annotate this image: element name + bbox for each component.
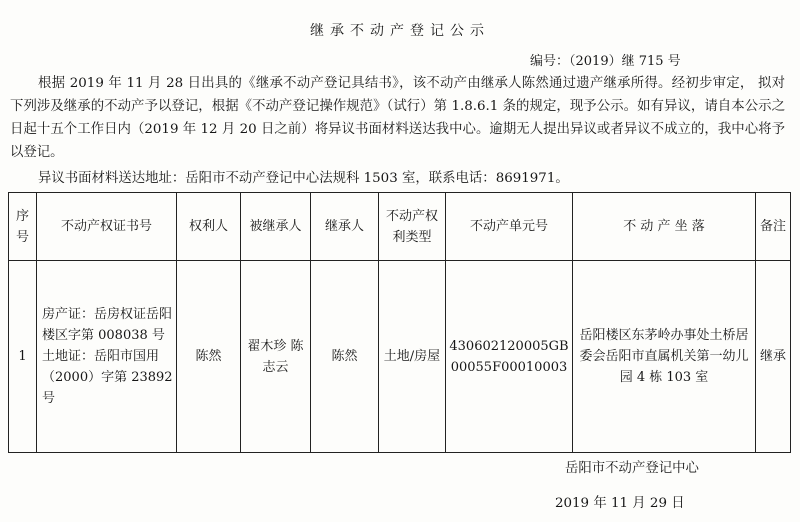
header-seq: 序号: [9, 193, 37, 261]
cell-unit-no: 430602120005GB00055F00010003: [446, 261, 573, 453]
cell-location: 岳阳楼区东茅岭办事处土桥居委会岳阳市直属机关第一幼儿园 4 栋 103 室: [573, 261, 756, 453]
header-remark: 备注: [756, 193, 791, 261]
cell-right-type: 土地/房屋: [379, 261, 446, 453]
table-header-row: [9, 193, 791, 261]
registration-table: [8, 192, 791, 453]
cell-decedent: 翟木珍 陈志云: [241, 261, 311, 453]
header-right-holder: 权利人: [177, 193, 241, 261]
notice-body: [10, 72, 785, 164]
header-unit-no: 不动产单元号: [446, 193, 573, 261]
table-row: [9, 261, 791, 453]
notice-title: 继承不动产登记公示: [310, 23, 490, 39]
issuing-organization: 岳阳市不动产登记中心: [565, 461, 699, 476]
cell-seq: 1: [9, 261, 37, 453]
document-number: 编号：（2019）继 715 号: [530, 54, 681, 69]
cert-house: 房产证：岳房权证岳阳楼区字第 008038 号: [42, 307, 173, 343]
cell-heir: 陈然: [311, 261, 379, 453]
cert-land: 土地证：岳阳市国用（2000）字第 23892 号: [42, 349, 173, 406]
header-cert-no: 不动产权证书号: [37, 193, 177, 261]
cell-right-holder: 陈然: [177, 261, 241, 453]
cell-cert-no: [37, 261, 177, 453]
objection-address: 异议书面材料送达地址：岳阳市不动产登记中心法规科 1503 室，联系电话：8691971。: [38, 171, 569, 186]
header-heir: 继承人: [311, 193, 379, 261]
cell-remark: 继承: [756, 261, 791, 453]
notice-paragraph: 根据 2019 年 11 月 28 日出具的《继承不动产登记具结书》，该不动产由继承人陈然通过遗产继承所得。经初步审定， 拟对下列涉及继承的不动产予以登记，根据《不动产登记操作规范》（试行）第 1.8.6.1 条的规定，现予公示。如有异议，请自本公示之日起十五个工作日内（2019 年 12 月 20 日之前）将异议书面材料送达我中心。逾期无人提出异议或者异议不成立的，我中心将予以登记。: [10, 76, 785, 160]
issue-date: 2019 年 11 月 29 日: [555, 496, 685, 511]
header-right-type: 不动产权利类型: [379, 193, 446, 261]
header-location: 不 动 产 坐 落: [573, 193, 756, 261]
header-decedent: 被继承人: [241, 193, 311, 261]
